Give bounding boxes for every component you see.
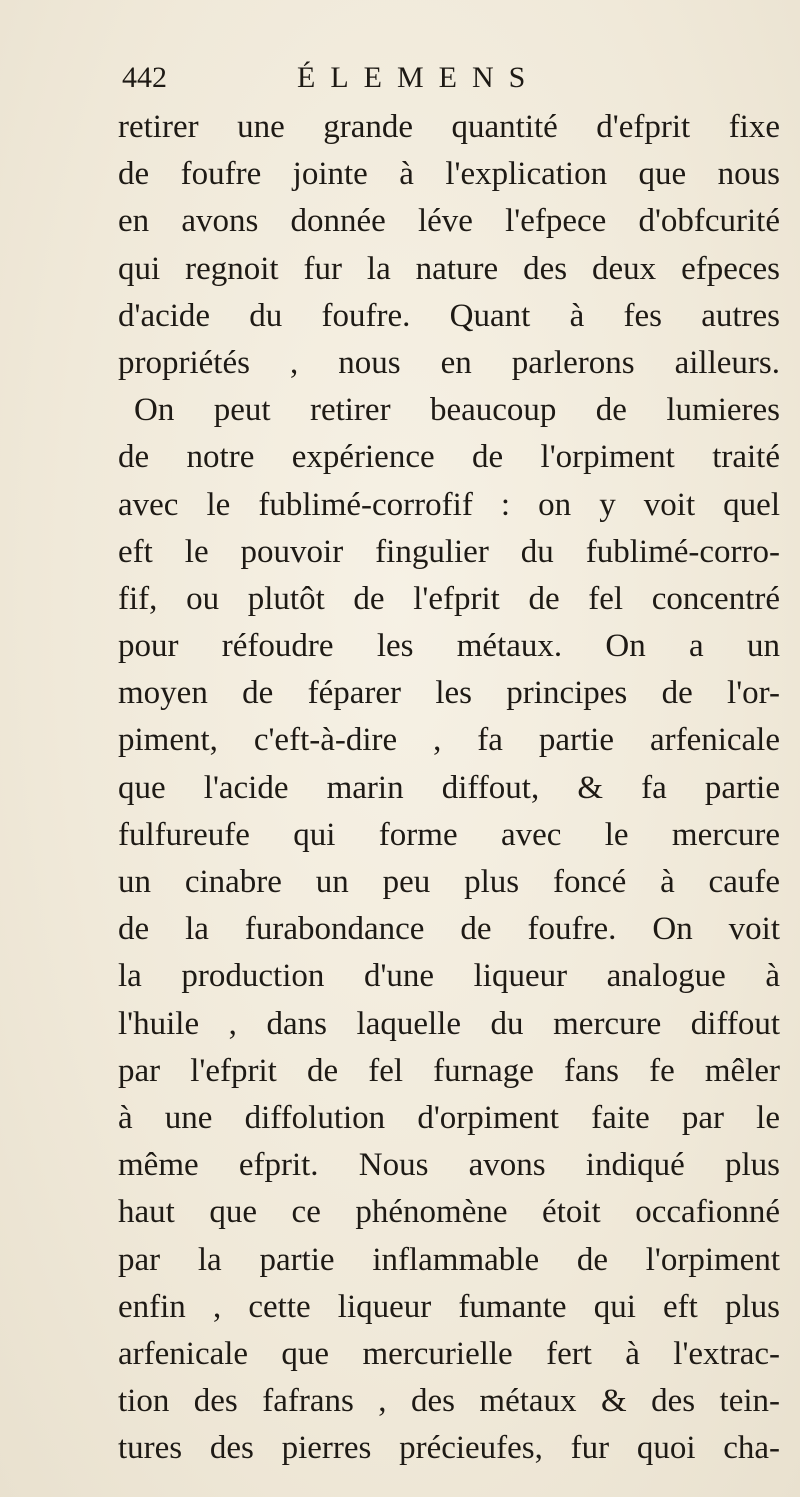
- text-line: arfenicale que mercurielle fert à l'extrac-: [118, 1335, 780, 1372]
- text-line: à une diffolution d'orpiment faite par le: [118, 1099, 780, 1136]
- text-line: eft le pouvoir fingulier du fublimé-corro-: [118, 533, 780, 570]
- text-line: retirer une grande quantité d'efprit fixe: [118, 109, 780, 145]
- text-line: la production d'une liqueur analogue à: [118, 958, 780, 995]
- text-line: d'acide du foufre. Quant à fes autres: [118, 297, 780, 334]
- text-line: On peut retirer beaucoup de lumieres: [134, 392, 780, 429]
- page-header: [122, 58, 742, 102]
- text-line: l'huile , dans laquelle du mercure diffout: [118, 1005, 780, 1042]
- text-line: haut que ce phénomène étoit occafionné: [118, 1194, 780, 1231]
- text-line: par la partie inflammable de l'orpiment: [118, 1241, 780, 1278]
- body-text: [118, 104, 780, 1472]
- text-line: même efprit. Nous avons indiqué plus: [118, 1147, 780, 1184]
- text-line: enfin , cette liqueur fumante qui eft plus: [118, 1288, 780, 1325]
- page-number: 442: [122, 61, 167, 94]
- text-line: de notre expérience de l'orpiment traité: [118, 439, 780, 476]
- text-line: tion des fafrans , des métaux & des tein-: [118, 1383, 780, 1420]
- text-line: de foufre jointe à l'explication que nous: [118, 156, 780, 193]
- text-line: fulfureufe qui forme avec le mercure: [118, 816, 780, 853]
- text-line: que l'acide marin diffout, & fa partie: [118, 769, 780, 806]
- text-line: qui regnoit fur la nature des deux efpeces: [118, 250, 780, 287]
- text-line: un cinabre un peu plus foncé à caufe: [118, 864, 780, 900]
- text-line: fif, ou plutôt de l'efprit de fel concentré: [118, 580, 780, 617]
- text-line: avec le fublimé-corrofif : on y voit quel: [118, 486, 780, 523]
- text-line: en avons donnée léve l'efpece d'obfcurité: [118, 203, 780, 240]
- running-title: ÉLEMENS: [297, 61, 541, 94]
- text-line: par l'efprit de fel furnage fans fe mêler: [118, 1052, 780, 1089]
- text-line: moyen de féparer les principes de l'or-: [118, 675, 780, 712]
- text-line: de la furabondance de foufre. On voit: [118, 911, 780, 948]
- text-line: pour réfoudre les métaux. On a un: [118, 628, 780, 665]
- text-line: propriétés , nous en parlerons ailleurs.: [118, 344, 780, 381]
- text-line: piment, c'eft-à-dire , fa partie arfenicale: [118, 722, 780, 759]
- text-line: tures des pierres précieufes, fur quoi cha-: [118, 1430, 780, 1467]
